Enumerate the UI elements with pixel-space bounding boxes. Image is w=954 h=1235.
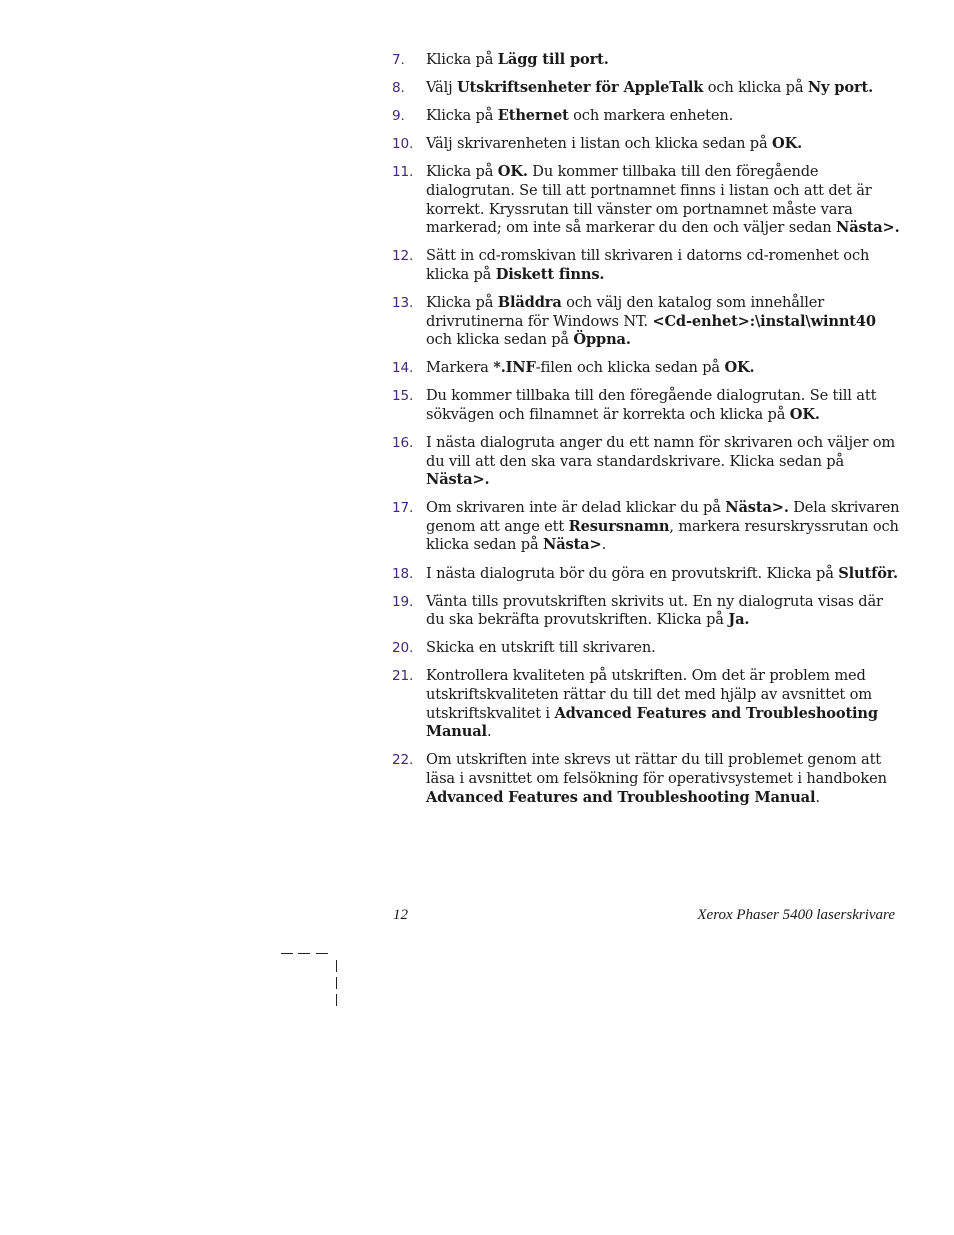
step-item bbox=[392, 163, 904, 237]
step-text-run: Vänta tills provutskriften skrivits ut. En ny dialogruta visas där du ska bekräfta provutskriften. Klicka på bbox=[426, 592, 883, 629]
step-number: 17. bbox=[392, 500, 414, 517]
step-text bbox=[426, 247, 869, 283]
step-text-run: Om utskriften inte skrevs ut rättar du till problemet genom att läsa i avsnittet om felsökning för operativsystemet i handboken bbox=[426, 751, 887, 787]
step-text-run: , markera resurskryssrutan och klicka sedan på bbox=[426, 517, 899, 554]
step-text bbox=[426, 359, 754, 376]
step-item bbox=[392, 639, 904, 658]
step-text-run: -filen och klicka sedan på bbox=[535, 359, 725, 377]
step-text-bold: Diskett finns. bbox=[495, 265, 605, 283]
step-text-run: Skicka en utskrift till skrivaren. bbox=[426, 639, 656, 657]
step-text-bold: OK. bbox=[789, 405, 820, 423]
step-text-run: Markera bbox=[426, 359, 494, 377]
step-number: 15. bbox=[392, 388, 414, 405]
crop-mark-tick bbox=[336, 977, 337, 989]
step-text-run: Klicka på bbox=[426, 51, 498, 68]
step-text bbox=[426, 107, 733, 124]
step-text bbox=[426, 294, 876, 348]
step-item bbox=[392, 387, 904, 424]
step-number: 9. bbox=[392, 108, 405, 125]
step-item bbox=[392, 667, 904, 741]
step-text-run: Klicka på bbox=[426, 163, 498, 181]
step-number: 12. bbox=[392, 248, 414, 265]
step-text-run: Välj skrivarenheten i listan och klicka sedan på bbox=[426, 135, 773, 153]
step-text-bold: OK. bbox=[724, 359, 755, 377]
crop-mark-dash bbox=[298, 953, 310, 954]
step-text bbox=[426, 135, 802, 152]
step-text bbox=[426, 499, 899, 553]
step-text-run: och välj den katalog som innehåller drivrutinerna för Windows NT. bbox=[426, 293, 825, 330]
step-text-run: och markera enheten. bbox=[568, 107, 734, 125]
step-number: 22. bbox=[392, 752, 414, 769]
step-text bbox=[426, 387, 876, 423]
step-text bbox=[426, 434, 895, 488]
step-text-run: Dela skrivaren genom att ange ett bbox=[426, 499, 900, 535]
step-text-bold: Advanced Features and Troubleshooting Manual bbox=[426, 704, 878, 741]
step-text-run: Kontrollera kvaliteten på utskriften. Om det är problem med utskriftskvaliteten rättar du till det med hjälp av avsnittet om utskriftskvalitet i bbox=[426, 667, 872, 722]
step-number: 11. bbox=[392, 164, 414, 181]
step-text-bold: Nästa>. bbox=[836, 219, 900, 237]
step-text-run: . bbox=[815, 788, 820, 806]
step-text-bold: Öppna. bbox=[573, 331, 631, 349]
step-list bbox=[392, 51, 904, 817]
step-text bbox=[426, 565, 898, 582]
page-number: 12 bbox=[393, 907, 408, 923]
step-text-bold: Nästa> bbox=[543, 536, 602, 554]
step-text-run: I nästa dialogruta anger du ett namn för skrivaren och väljer om du vill att den ska vara standardskrivare. Klicka sedan på bbox=[426, 434, 896, 470]
step-number: 13. bbox=[392, 294, 414, 311]
step-text-run: Du kommer tillbaka till den föregående dialogrutan. Se till att sökvägen och filnamnet är korrekta och klicka på bbox=[426, 387, 877, 423]
crop-mark-tick bbox=[336, 960, 337, 972]
step-text-bold: Bläddra bbox=[497, 293, 562, 311]
step-text-bold: Advanced Features and Troubleshooting Manual bbox=[426, 788, 816, 806]
running-footer-title: Xerox Phaser 5400 laserskrivare bbox=[697, 907, 895, 923]
step-text-bold: OK. bbox=[497, 163, 528, 181]
step-item bbox=[392, 294, 904, 350]
step-text bbox=[426, 51, 609, 68]
step-number: 20. bbox=[392, 640, 414, 657]
step-text-bold: Lägg till port. bbox=[497, 51, 609, 68]
step-text-bold: OK. bbox=[772, 135, 803, 153]
step-text-run: I nästa dialogruta bör du göra en provutskrift. Klicka på bbox=[426, 564, 839, 582]
step-text bbox=[426, 639, 656, 656]
step-number: 8. bbox=[392, 80, 405, 97]
step-text-run: Välj bbox=[426, 79, 457, 97]
step-text-bold: Nästa>. bbox=[426, 471, 490, 489]
step-item bbox=[392, 593, 904, 630]
step-number: 7. bbox=[392, 52, 405, 68]
step-text-bold: Nästa>. bbox=[725, 499, 789, 517]
step-text-bold: Ja. bbox=[728, 611, 750, 629]
step-text-bold: Ny port. bbox=[807, 79, 874, 97]
crop-mark-dash bbox=[281, 953, 293, 954]
step-number: 18. bbox=[392, 565, 414, 582]
step-text bbox=[426, 593, 883, 629]
step-text-run: Om skrivaren inte är delad klickar du på bbox=[426, 499, 726, 517]
step-item bbox=[392, 434, 904, 490]
step-text-run: och klicka på bbox=[703, 79, 808, 97]
step-text-run: . bbox=[601, 536, 607, 554]
step-item bbox=[392, 751, 904, 807]
step-item bbox=[392, 565, 904, 584]
step-text-bold: *.INF bbox=[493, 359, 536, 377]
crop-mark-dash bbox=[316, 953, 328, 954]
step-item bbox=[392, 79, 904, 98]
step-item bbox=[392, 135, 904, 154]
step-number: 21. bbox=[392, 668, 414, 685]
step-item bbox=[392, 499, 904, 555]
step-item bbox=[392, 51, 904, 70]
step-text-run: Du kommer tillbaka till den föregående dialogrutan. Se till att portnamnet finns i listan och att det är korrekt. Kryssrutan till vänster om portnamnet måste vara markerad; om inte så markerar du den och väljer sedan bbox=[426, 163, 872, 237]
step-number: 16. bbox=[392, 435, 414, 451]
step-text-bold: <Cd-enhet>:\instal\winnt40 bbox=[652, 312, 876, 330]
step-text-bold: Ethernet bbox=[497, 107, 569, 125]
step-item bbox=[392, 359, 904, 378]
step-text-bold: Utskriftsenheter för AppleTalk bbox=[456, 79, 704, 97]
step-number: 10. bbox=[392, 136, 414, 153]
step-number: 19. bbox=[392, 593, 414, 610]
step-item bbox=[392, 247, 904, 284]
step-text-run: Sätt in cd-romskivan till skrivaren i datorns cd-romenhet och klicka på bbox=[426, 247, 870, 283]
crop-mark-tick bbox=[336, 994, 337, 1006]
step-number: 14. bbox=[392, 360, 414, 377]
step-text-run: Klicka på bbox=[426, 107, 498, 125]
step-text bbox=[426, 751, 887, 805]
step-text-run: Klicka på bbox=[426, 293, 498, 311]
step-text-run: . bbox=[486, 723, 492, 741]
step-text-run: och klicka sedan på bbox=[426, 331, 574, 349]
step-item bbox=[392, 107, 904, 126]
step-text bbox=[426, 667, 878, 740]
step-text-bold: Resursnamn bbox=[568, 517, 670, 535]
step-text bbox=[426, 163, 900, 236]
step-text-bold: Slutför. bbox=[838, 564, 898, 582]
step-text bbox=[426, 79, 873, 96]
